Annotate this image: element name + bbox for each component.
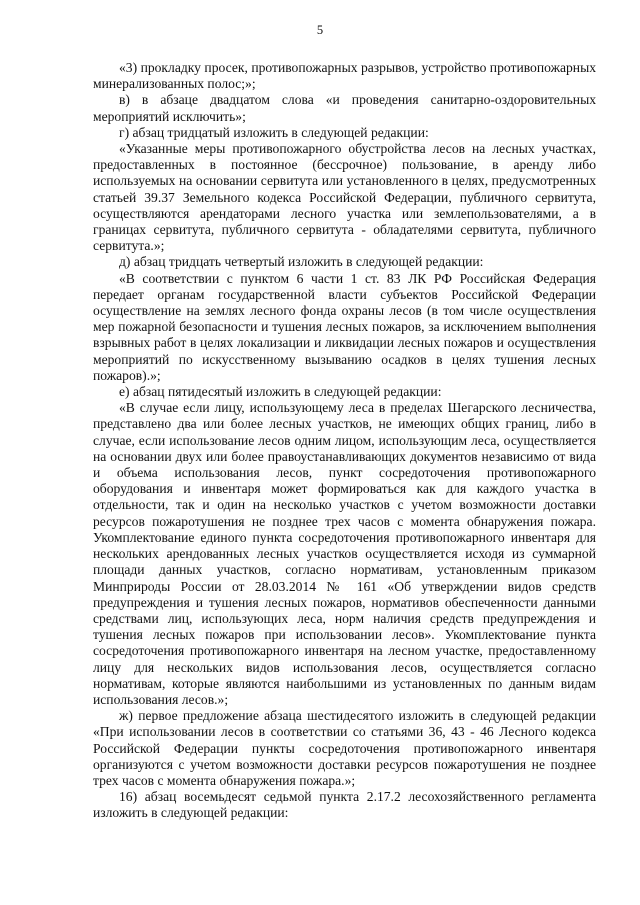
paragraph-item-e-heading: е) абзац пятидесятый изложить в следующей редакции: (119, 384, 442, 400)
paragraph-item-3-firebreaks: «3) прокладку просек, противопожарных разрывов, устройство противопожарных минерализованных полос;»; (93, 60, 596, 92)
paragraph-item-e-quoted-text: «В случае если лицу, использующему леса в пределах Шегарского лесничества, представлено два или более лесных участков, не имеющих общих границ, либо в случае, если использование лесов одним лицом, использующим леса, осуществляется на основании двух или более правоустанавливающих документов независимо от вида и объема использования лесов, пункт сосредоточения противопожарного оборудования и инвентаря может формироваться как для каждого участка в отдельности, так и один на несколько участков с учетом возможности доставки ресурсов пожаротушения не позднее трех часов с момента обнаружения пожара. Укомплектование единого пункта сосредоточения противопожарного инвентаря для нескольких арендованных лесных участков осуществляется исходя из суммарной площади данных участков, согласно нормативам, установленным приказом Минприроды России от 28.03.2014 № 161 «Об утверждении видов средств предупреждения и тушения лесных пожаров, нормативов обеспеченности данными средствами лиц, использующих леса, норм наличия средств предупреждения и тушения лесных пожаров при использовании лесов». Укомплектование пункта сосредоточения противопожарного инвентаря на лесном участке, предоставленному лицу для нескольких видов использования лесов, осуществляется согласно нормативам, которые являются наибольшими из установленных по данным видам использования лесов.»; (93, 400, 596, 707)
paragraph-item-v-paragraph-20: в) в абзаце двадцатом слова «и проведения санитарно-оздоровительных мероприятий исключить»; (93, 92, 596, 124)
paragraph-item-zh-sixtieth: ж) первое предложение абзаца шестидесятого изложить в следующей редакции «При использовании лесов в соответствии со статьями 36, 43 - 46 Лесного кодекса Российской Федерации пункты сосредоточения противопожарного инвентаря организуются с учетом возможности доставки ресурсов пожаротушения не позднее трех часов с момента обнаружения пожара.»; (93, 708, 596, 788)
paragraph-item-d-heading: д) абзац тридцать четвертый изложить в следующей редакции: (119, 254, 484, 270)
page-number: 5 (316, 23, 324, 37)
paragraph-item-16-eighty-seventh: 16) абзац восемьдесят седьмой пункта 2.17.2 лесохозяйственного регламента изложить в следующей редакции: (93, 789, 596, 821)
paragraph-item-g-quoted-text: «Указанные меры противопожарного обустройства лесов на лесных участках, предоставленных в постоянное (бессрочное) пользование, в аренду либо используемых на основании сервитута или установленного в целях, предусмотренных статьей 39.37 Земельного кодекса Российской Федерации, публичного сервитута, осуществляются арендаторами лесного участка или землепользователями, а в границах сервитута, публичного сервитута - обладателями сервитута, публичного сервитута.»; (93, 141, 596, 254)
paragraph-item-g-heading: г) абзац тридцатый изложить в следующей редакции: (119, 124, 429, 140)
paragraph-item-d-quoted-text: «В соответствии с пунктом 6 части 1 ст. 83 ЛК РФ Российская Федерация передает органам государственной власти субъектов Российской Федерации осуществление на землях лесного фонда охраны лесов (в том числе осуществления мер пожарной безопасности и тушения лесных пожаров, за исключением выполнения взрывных работ в целях локализации и ликвидации лесных пожаров и осуществления мероприятий по искусственному вызыванию осадков в целях тушения лесных пожаров).»; (93, 270, 596, 383)
document-body (93, 60, 596, 822)
